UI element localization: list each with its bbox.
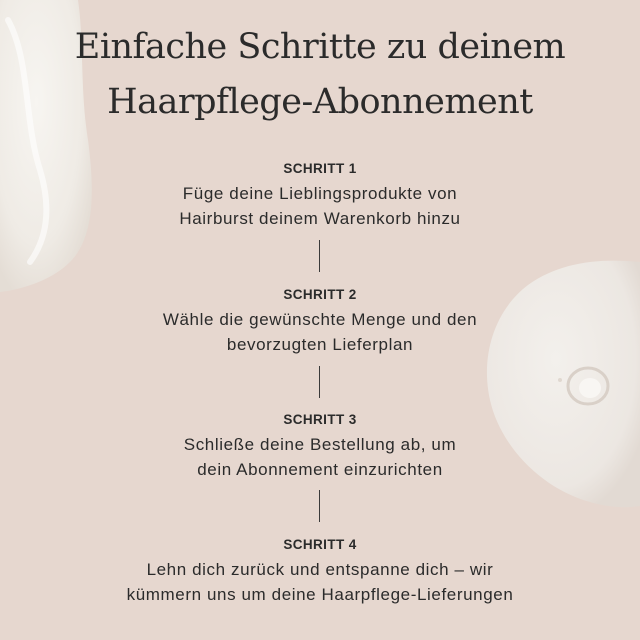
step-divider <box>319 490 320 522</box>
step-description-line: kümmern uns um deine Haarpflege-Lieferungen <box>126 585 514 604</box>
step-label: SCHRITT 3 <box>283 412 357 427</box>
step-description-line: Hairburst deinem Warenkorb hinzu <box>179 209 461 228</box>
step-3 <box>40 411 600 482</box>
step-description-line: dein Abonnement einzurichten <box>197 460 443 479</box>
step-2 <box>40 286 600 357</box>
step-description <box>40 181 600 231</box>
step-description <box>40 432 600 482</box>
step-divider <box>319 366 320 398</box>
title-line-2: Haarpflege-Abonnement <box>107 82 533 122</box>
page-title <box>0 20 640 130</box>
title-line-1: Einfache Schritte zu deinem <box>74 27 566 67</box>
step-description <box>40 557 600 607</box>
step-description-line: Schließe deine Bestellung ab, um <box>183 435 457 454</box>
step-1 <box>40 160 600 231</box>
step-description-line: Wähle die gewünschte Menge und den <box>162 310 478 329</box>
step-description-line: Lehn dich zurück und entspanne dich – wir <box>146 560 494 579</box>
step-label: SCHRITT 2 <box>283 287 357 302</box>
step-divider <box>319 240 320 272</box>
step-description-line: bevorzugten Lieferplan <box>226 335 414 354</box>
step-description <box>40 307 600 357</box>
step-label: SCHRITT 1 <box>283 161 357 176</box>
step-description-line: Füge deine Lieblingsprodukte von <box>182 184 458 203</box>
step-4 <box>40 536 600 607</box>
step-label: SCHRITT 4 <box>283 537 357 552</box>
